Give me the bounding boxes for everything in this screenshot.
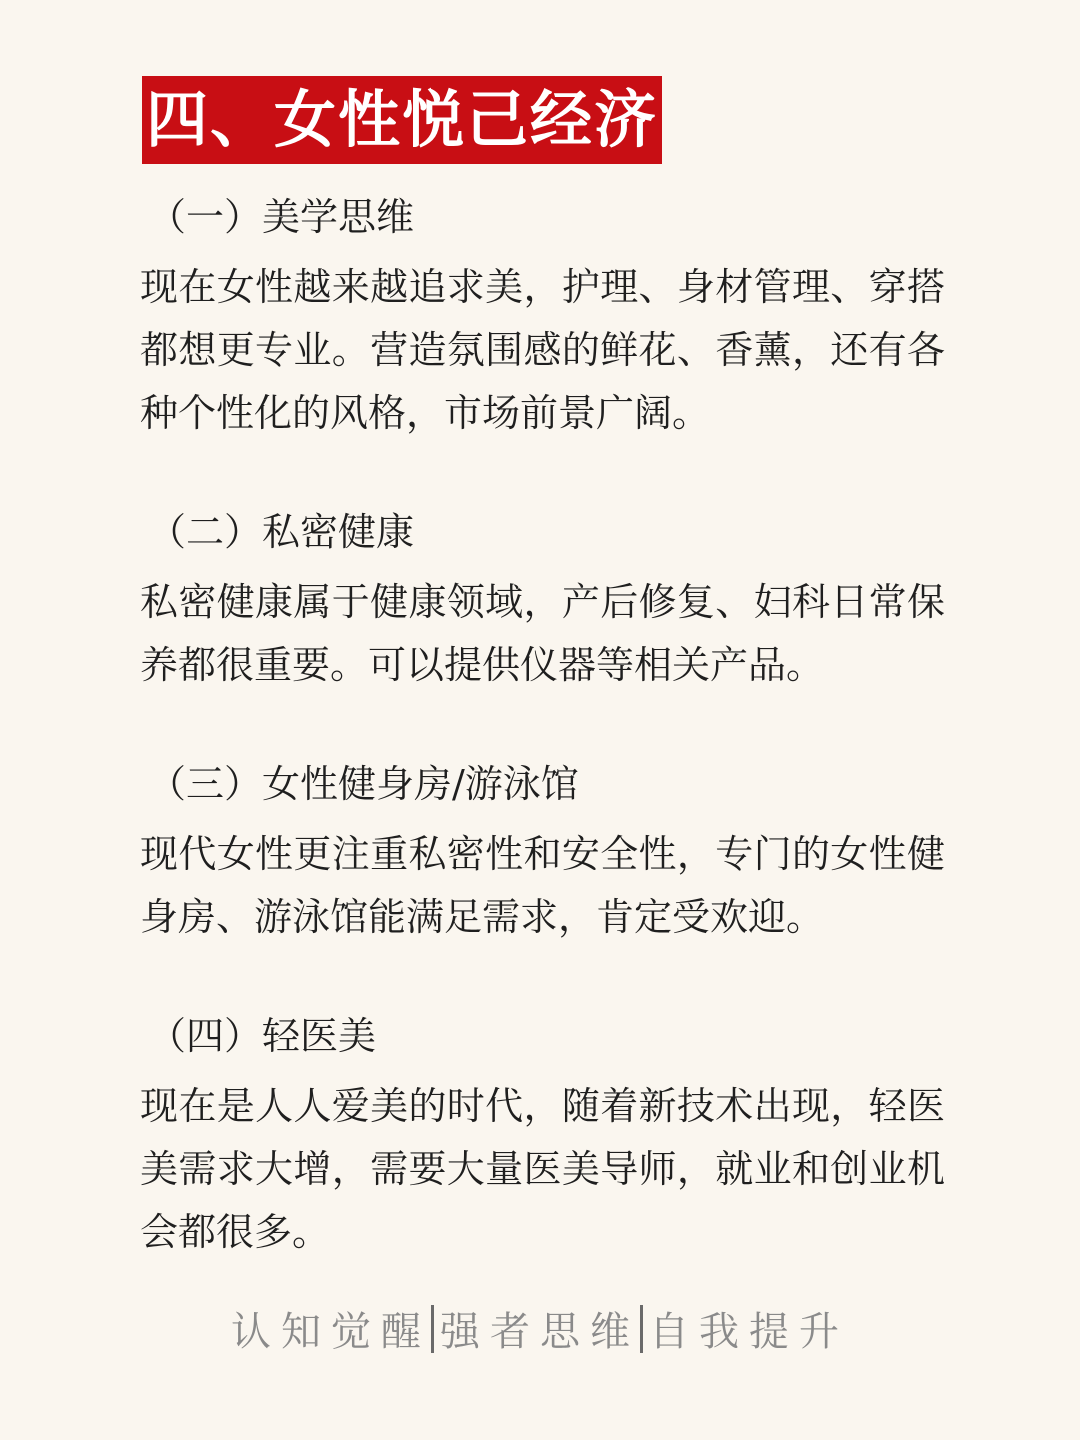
section-paragraph: 现代女性更注重私密性和安全性，专门的女性健身房、游泳馆能满足需求，肯定受欢迎。 xyxy=(140,832,945,939)
article-body xyxy=(140,192,945,1326)
title-banner xyxy=(142,76,662,164)
section-heading: （三）女性健身房/游泳馆 xyxy=(148,762,579,806)
footer-divider xyxy=(640,1305,643,1353)
footer-part-3: 自我提升 xyxy=(649,1309,849,1355)
section-light-medical-beauty xyxy=(140,1011,945,1264)
footer-part-2: 强者思维 xyxy=(440,1309,640,1355)
page-title: 四、女性悦己经济 xyxy=(146,83,659,156)
section-heading: （二）私密健康 xyxy=(148,510,415,554)
section-private-health xyxy=(140,507,945,697)
section-paragraph: 现在女性越来越追求美，护理、身材管理、穿搭都想更专业。营造氛围感的鲜花、香薰，还有各种个性化的风格，市场前景广阔。 xyxy=(140,265,945,435)
footer-part-1: 认知觉醒 xyxy=(231,1309,431,1355)
section-paragraph: 私密健康属于健康领域，产后修复、妇科日常保养都很重要。可以提供仪器等相关产品。 xyxy=(140,580,945,687)
footer-divider xyxy=(431,1305,434,1353)
footer-tagline xyxy=(0,1300,1080,1357)
section-heading: （一）美学思维 xyxy=(148,195,415,239)
section-women-gym xyxy=(140,759,945,949)
section-heading: （四）轻医美 xyxy=(148,1014,377,1058)
section-aesthetics xyxy=(140,192,945,445)
section-paragraph: 现在是人人爱美的时代，随着新技术出现，轻医美需求大增，需要大量医美导师，就业和创业机会都很多。 xyxy=(140,1084,945,1254)
